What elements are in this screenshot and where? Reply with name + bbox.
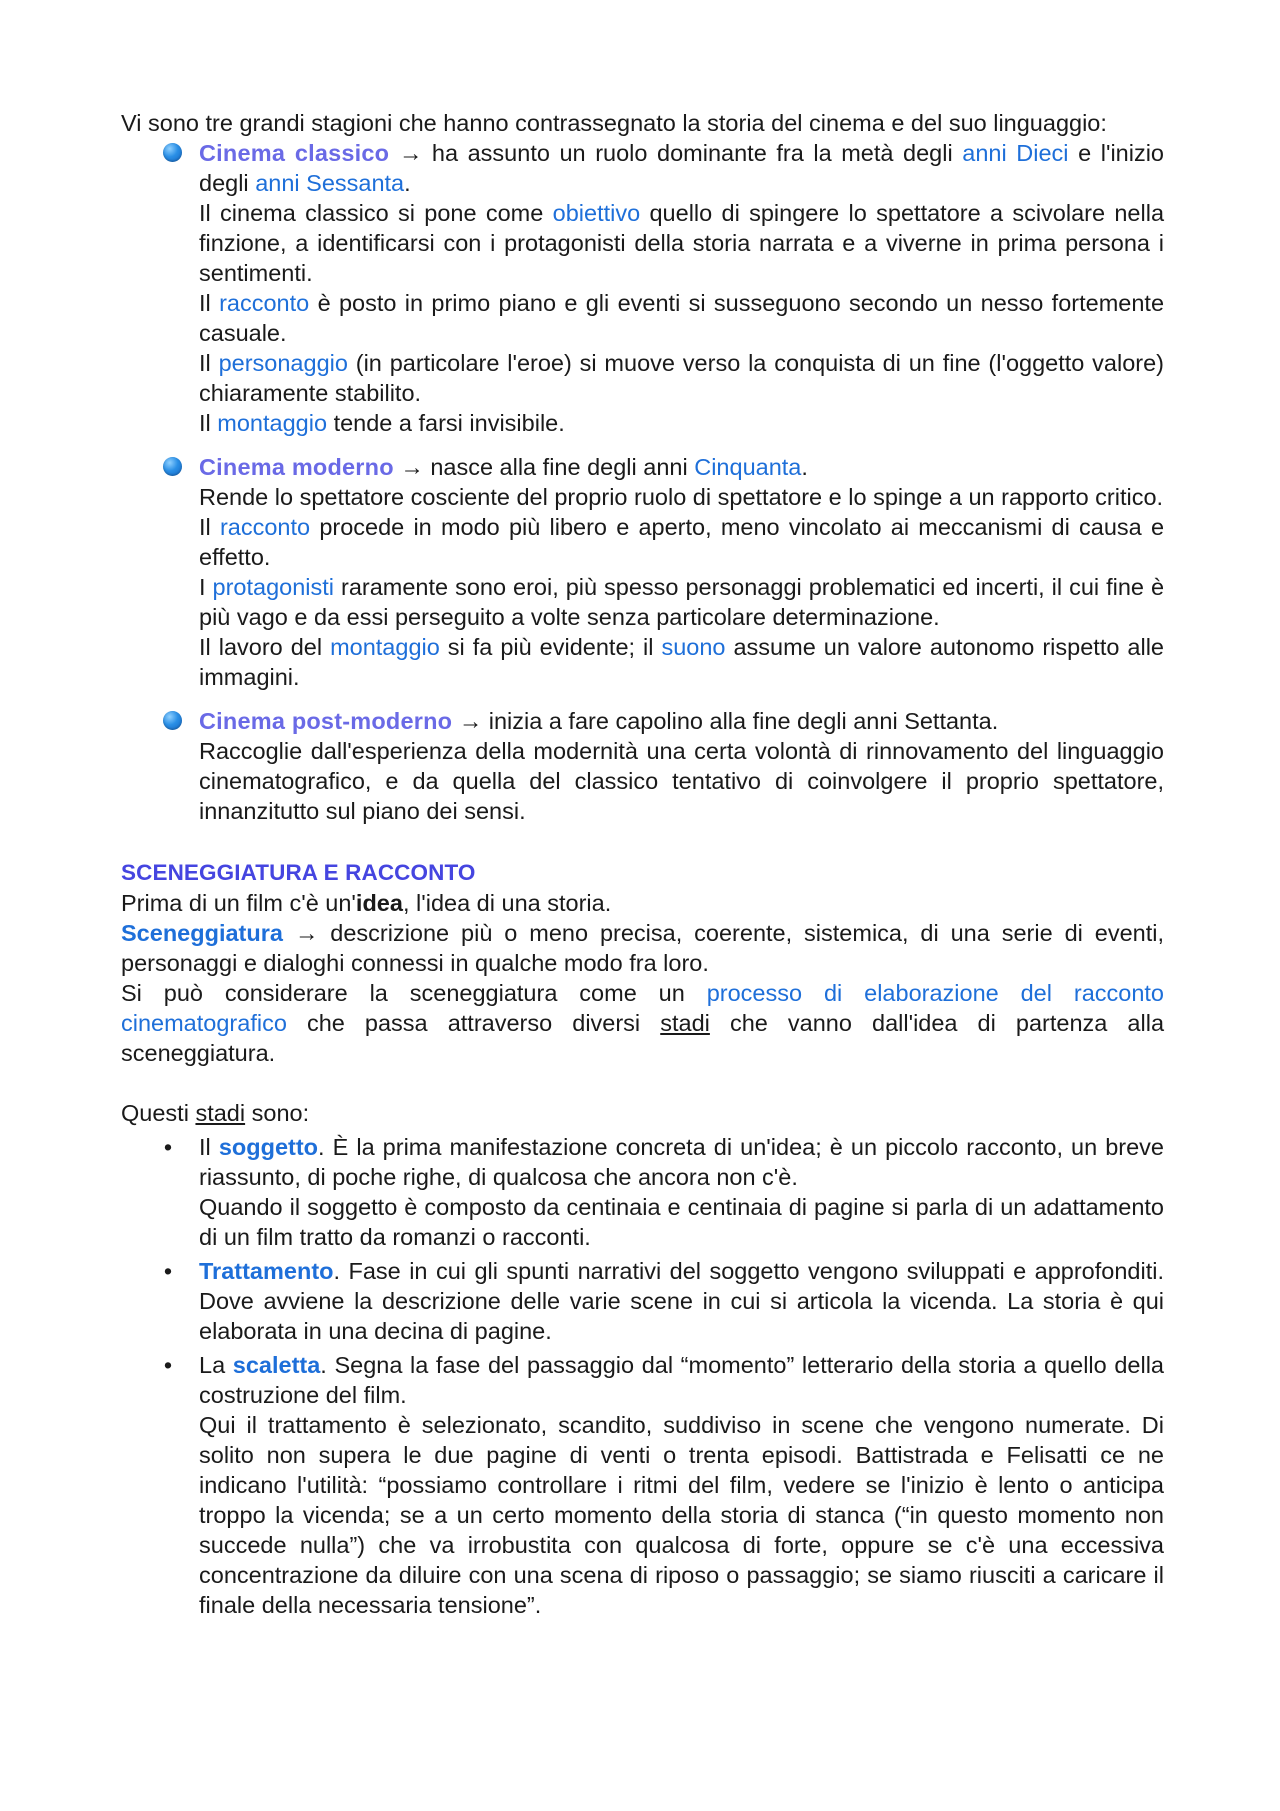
underlined-term: stadi (660, 1010, 710, 1036)
highlight-term: racconto (219, 290, 310, 316)
stage-paragraph: Qui il trattamento è selezionato, scandito, suddiviso in scene che vengono numerate. Di solito non supera le due pagine di venti o trenta episodi. Battistrada e Felisatti ce ne indicano l'utilità: “possiamo controllare i ritmi del film, vedere se l'inizio è lento o anticipa troppo la vicenda; se a un certo momento della storia di stanca (“in questo momento non succede nulla”) che va irrobustita con qualcosa di forte, oppure se c'è una eccessiva concentrazione da diluire con una scena di riposo o passaggio; se siamo riusciti a caricare il finale della necessaria tensione”. (199, 1412, 1164, 1618)
section-paragraph (121, 978, 1164, 1068)
section-paragraph (121, 888, 1164, 918)
era-paragraph (199, 288, 1164, 348)
text: Il (199, 350, 211, 376)
text: tende a farsi invisibile. (333, 410, 565, 436)
era-heading (199, 138, 1164, 198)
text: (in particolare l'eroe) si muove verso la conquista di un fine (l'oggetto valore) chiaramente stabilito. (199, 350, 1165, 406)
bullet-icon: • (163, 1352, 173, 1378)
spacer (121, 1068, 1164, 1098)
text: che vanno dall'idea di partenza alla sceneggiatura. (121, 1010, 1165, 1066)
era-title: Cinema post-moderno (199, 708, 453, 734)
era-heading-text: ha assunto un ruolo dominante fra la metà degli (431, 140, 953, 166)
text: . Segna la fase del passaggio dal “momento” letterario della storia a quello della costruzione del film. (199, 1352, 1164, 1408)
arrow-icon: → (400, 454, 424, 480)
stage-item-soggetto (121, 1132, 1164, 1252)
text: quello di spingere lo spettatore a scivolare nella finzione, a identificarsi con i protagonisti della storia narrata e a viverne in prima persona i sentimenti. (199, 200, 1165, 286)
bullet-icon: • (163, 1134, 173, 1160)
era-paragraph (199, 512, 1164, 572)
stage-item-trattamento (121, 1256, 1164, 1346)
stage-term: soggetto (218, 1134, 319, 1160)
stage-term: Trattamento (199, 1258, 334, 1284)
text: sono: (251, 1100, 310, 1126)
text: , l'idea di una storia. (402, 890, 612, 916)
era-heading-text: nasce alla fine degli anni (430, 454, 688, 480)
text: Il lavoro del (199, 634, 323, 660)
era-paragraph: Rende lo spettatore cosciente del proprio ruolo di spettatore e lo spinge a un rapporto critico. (199, 484, 1164, 510)
arrow-icon: → (294, 920, 319, 946)
era-heading-text: . (801, 454, 808, 480)
underlined-term: stadi (195, 1100, 246, 1126)
stage-paragraph (199, 1256, 1164, 1346)
stage-paragraph (199, 1350, 1164, 1410)
text: . Fase in cui gli spunti narrativi del soggetto vengono sviluppati e approfonditi. Dove avviene la descrizione delle varie scene in cui si articola la vicenda. La storia è qui elaborata in una decina di pagine. (199, 1258, 1164, 1344)
arrow-icon: → (398, 140, 423, 166)
highlight-term: personaggio (218, 350, 348, 376)
highlight-term: montaggio (217, 410, 328, 436)
era-heading-text: . (404, 170, 411, 196)
bullet-icon: • (163, 1258, 173, 1284)
text: Il (199, 290, 211, 316)
era-paragraph (199, 198, 1164, 288)
era-paragraph (199, 632, 1164, 692)
era-cinema-classico (121, 138, 1164, 438)
era-paragraph (199, 348, 1164, 408)
stages-intro (121, 1098, 1164, 1128)
definition-paragraph (121, 918, 1164, 978)
section-heading: SCENEGGIATURA E RACCONTO (121, 860, 476, 885)
highlight-term: obiettivo (552, 200, 641, 226)
blue-circle-bullet-icon (163, 457, 182, 476)
text: Il (199, 514, 211, 540)
era-cinema-post-moderno (121, 706, 1164, 826)
highlight-term: processo di elaborazione del racconto cinematografico (121, 980, 1164, 1036)
stage-item-scaletta (121, 1350, 1164, 1620)
intro-paragraph: Vi sono tre grandi stagioni che hanno contrassegnato la storia del cinema e del suo linguaggio: (121, 110, 1107, 136)
era-paragraph (199, 408, 1164, 438)
highlight-term: protagonisti (212, 574, 335, 600)
stage-term: scaletta (232, 1352, 321, 1378)
text: I (199, 574, 206, 600)
era-paragraph (199, 572, 1164, 632)
text: La (199, 1352, 226, 1378)
era-heading-text: e l'inizio degli (199, 140, 1164, 196)
text: descrizione più o meno precisa, coerente, sistemica, di una serie di eventi, personaggi e dialoghi connessi in qualche modo fra loro. (121, 920, 1164, 976)
stage-paragraph: Quando il soggetto è composto da centinaia e centinaia di pagine si parla di un adattamento di un film tratto da romanzi o racconti. (199, 1194, 1164, 1250)
definition-term: Sceneggiatura (121, 920, 283, 946)
era-title: Cinema moderno (199, 454, 394, 480)
text: che passa attraverso diversi (306, 1010, 641, 1036)
text: . È la prima manifestazione concreta di un'idea; è un piccolo racconto, un breve riassunto, di poche righe, di qualcosa che ancora non c'è. (199, 1134, 1164, 1190)
text: Questi (121, 1100, 189, 1126)
era-title: Cinema classico (199, 140, 390, 166)
stages-list (121, 1132, 1164, 1620)
era-paragraph: Raccoglie dall'esperienza della modernità una certa volontà di rinnovamento del linguaggio cinematografico, e da quella del classico tentativo di coinvolgere il proprio spettatore, innanzitutto sul piano dei sensi. (199, 738, 1164, 824)
text: Il (199, 1134, 211, 1160)
highlight-term: montaggio (330, 634, 440, 660)
era-heading-text: inizia a fare capolino alla fine degli anni Settanta. (488, 708, 999, 734)
text: Si può considerare la sceneggiatura come un (121, 980, 685, 1006)
text: raramente sono eroi, più spesso personaggi problematici ed incerti, il cui fine è più vago e da essi perseguito a volte senza particolare determinazione. (199, 574, 1165, 630)
text: Il cinema classico si pone come (199, 200, 544, 226)
arrow-icon: → (458, 708, 483, 734)
text: si fa più evidente; il (447, 634, 654, 660)
text: assume un valore autonomo rispetto alle immagini. (199, 634, 1164, 690)
blue-circle-bullet-icon (163, 711, 182, 730)
highlight-term: anni Sessanta (255, 170, 405, 196)
bold-term: idea (355, 890, 403, 916)
era-cinema-moderno (121, 452, 1164, 692)
highlight-term: anni Dieci (962, 140, 1069, 166)
highlight-term: racconto (219, 514, 311, 540)
highlight-term: suono (661, 634, 726, 660)
blue-circle-bullet-icon (163, 143, 182, 162)
text: Prima di un film c'è un' (121, 890, 356, 916)
text: è posto in primo piano e gli eventi si susseguono secondo un nesso fortemente casuale. (199, 290, 1165, 346)
era-heading (199, 706, 1164, 736)
text: Il (199, 410, 211, 436)
stage-paragraph (199, 1132, 1164, 1192)
text: procede in modo più libero e aperto, meno vincolato ai meccanismi di causa e effetto. (199, 514, 1165, 570)
era-heading (199, 452, 1164, 482)
highlight-term: Cinquanta (694, 454, 802, 480)
